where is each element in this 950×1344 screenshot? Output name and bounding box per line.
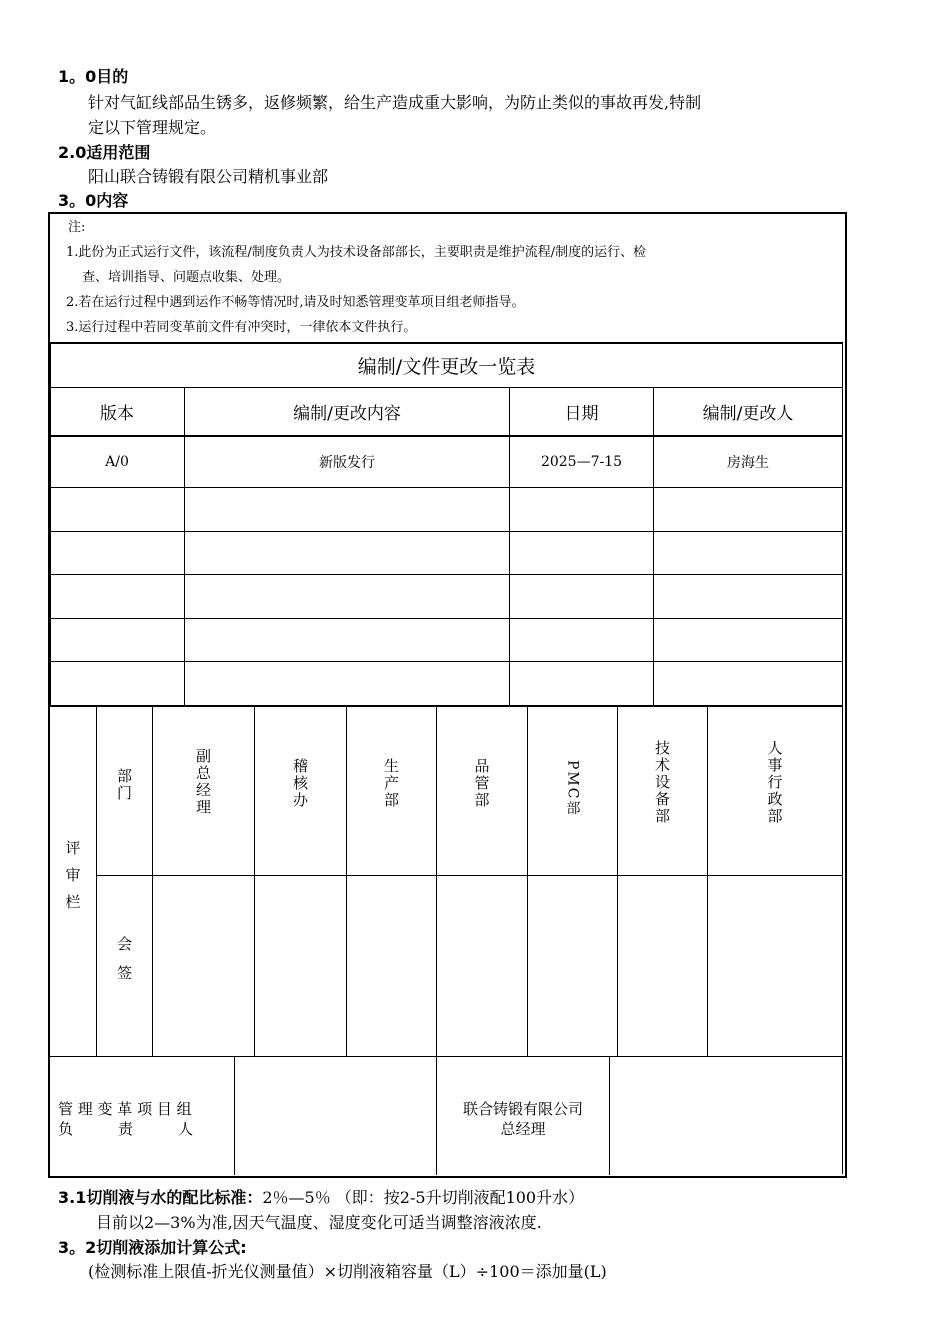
section-2-body: 阳山联合铸锻有限公司精机事业部 xyxy=(88,167,329,186)
section-3-1-body: 目前以2—3%为准,因天气温度、湿度变化可适当调整溶液浓度. xyxy=(96,1213,542,1232)
dept-label: 部门 xyxy=(115,768,133,802)
row-1-date: 2025—7-15 xyxy=(540,454,623,470)
section-3-2-body: (检测标准上限值-折光仪测量值）×切削液箱容量（L）÷100＝添加量(L) xyxy=(88,1262,607,1281)
section-1-body-line-2: 定以下管理规定。 xyxy=(88,118,217,137)
section-1-body-line-1: 针对气缸线部品生锈多，返修频繁，给生产造成重大影响，为防止类似的事故再发,特制 xyxy=(88,93,702,112)
note-1a: 1.此份为正式运行文件，该流程/制度负责人为技术设备部部长，主要职责是维护流程/制度的运行、检 xyxy=(66,245,647,260)
review-side-label: 评审栏 xyxy=(63,839,82,921)
row-1-editor: 房海生 xyxy=(727,455,769,471)
dept-production: 生产部 xyxy=(382,758,400,809)
note-label: 注: xyxy=(68,220,86,235)
bottom-mid-label-2: 总经理 xyxy=(500,1120,546,1138)
note-3: 3.运行过程中若同变革前文件有冲突时，一律依本文件执行。 xyxy=(66,320,417,335)
dept-quality: 品管部 xyxy=(472,758,491,809)
bottom-mid-label-1: 联合铸锻有限公司 xyxy=(462,1100,583,1118)
row-1-content: 新版发行 xyxy=(319,455,375,471)
section-3-1-title: 3.1切削液与水的配比标准： xyxy=(58,1188,263,1207)
dept-vice-gm: 副总经理 xyxy=(194,748,212,816)
bottom-left-label-2: 负 责 人 xyxy=(58,1120,194,1138)
header-content: 编制/更改内容 xyxy=(293,404,401,424)
header-version: 版本 xyxy=(100,404,134,424)
change-table-title: 编制/文件更改一览表 xyxy=(357,356,536,378)
section-3-1-value: 2％—5％ （即：按2-5升切削液配100升水） xyxy=(262,1188,585,1207)
section-1-title: 1。0目的 xyxy=(58,67,129,86)
header-date: 日期 xyxy=(564,404,599,424)
dept-hr-admin: 人事行政部 xyxy=(765,740,784,825)
header-editor: 编制/更改人 xyxy=(702,404,794,424)
dept-audit: 稽核办 xyxy=(291,758,309,809)
section-3-2-title: 3。2切削液添加计算公式: xyxy=(58,1238,247,1257)
note-2: 2.若在运行过程中遇到运作不畅等情况时,请及时知悉管理变革项目组老师指导。 xyxy=(66,295,525,310)
note-1b: 查、培训指导、问题点收集、处理。 xyxy=(82,270,291,285)
section-2-title: 2.0适用范围 xyxy=(58,143,151,162)
dept-tech-equipment: 技术设备部 xyxy=(653,740,671,825)
section-3-title: 3。0内容 xyxy=(58,191,129,210)
dept-pmc: PMC部 xyxy=(564,760,581,817)
bottom-left-label-1: 管 理 变 革 项 目 组 xyxy=(58,1100,192,1118)
sign-label: 会签 xyxy=(115,936,133,994)
row-1-version: A/0 xyxy=(105,454,129,470)
